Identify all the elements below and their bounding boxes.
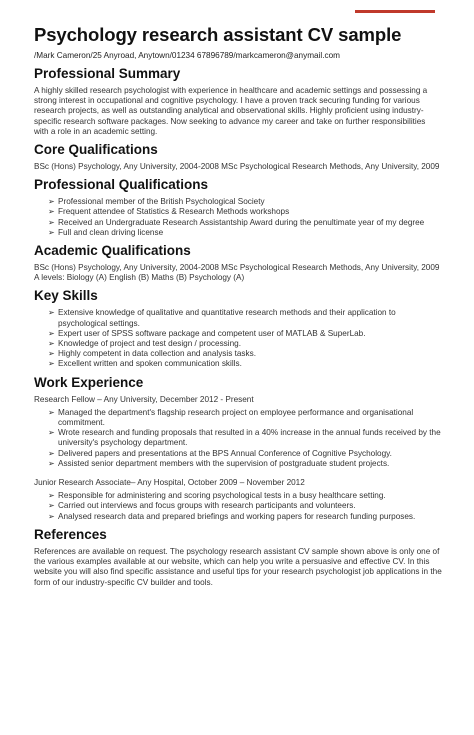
arrow-bullet-icon: ➢: [48, 207, 55, 217]
list-item: [48, 459, 442, 469]
list-item: [48, 308, 442, 328]
arrow-bullet-icon: ➢: [48, 491, 55, 501]
cv-content: [34, 24, 442, 588]
arrow-bullet-icon: ➢: [48, 197, 55, 207]
arrow-bullet-icon: ➢: [48, 428, 55, 438]
job-title-research-fellow: Research Fellow – Any University, December 2012 - Present: [34, 394, 254, 404]
research-fellow-duties-list: [34, 408, 442, 469]
key-skills-list: [34, 308, 442, 369]
list-item: [48, 512, 442, 522]
list-item: [48, 449, 442, 459]
list-item-text: Knowledge of project and test design / processing.: [58, 339, 241, 349]
heading-professional-qualifications: Professional Qualifications: [34, 177, 209, 193]
arrow-bullet-icon: ➢: [48, 359, 55, 369]
accent-rule: [355, 10, 435, 13]
list-item: [48, 329, 442, 339]
arrow-bullet-icon: ➢: [48, 407, 55, 417]
spacer: [34, 469, 442, 474]
list-item-text: Extensive knowledge of qualitative and quantitative research methods and their application to psychological settings.: [58, 308, 396, 328]
heading-work-experience: Work Experience: [34, 374, 144, 390]
list-item: [48, 218, 442, 228]
arrow-bullet-icon: ➢: [48, 501, 55, 511]
arrow-bullet-icon: ➢: [48, 511, 55, 521]
list-item: [48, 197, 442, 207]
summary-text: A highly skilled research psychologist with experience in healthcare and academic settings and possessing a strong interest in occupational and cognitive psychology. I have a proven track securing funding for various research projects, as well as outstanding analytical and observational skills. Highly proficient using industry-specific research software packages. Now seeking to advance my career and take on further responsibilities with a role in an academic setting.: [34, 86, 428, 136]
list-item: [48, 408, 442, 428]
list-item-text: Responsible for administering and scoring psychological tests in a busy healthcare setting.: [58, 491, 386, 501]
contact-line: /Mark Cameron/25 Anyroad, Anytown/01234 67896789/markcameron@anymail.com: [34, 51, 340, 60]
list-item: [48, 339, 442, 349]
list-item: [48, 228, 442, 238]
heading-professional-summary: Professional Summary: [34, 66, 181, 81]
heading-references: References: [34, 526, 107, 542]
list-item: [48, 428, 442, 448]
list-item-text: Frequent attendee of Statistics & Research Methods workshops: [58, 207, 290, 217]
page-title: Psychology research assistant CV sample: [34, 24, 402, 45]
arrow-bullet-icon: ➢: [48, 217, 55, 227]
arrow-bullet-icon: ➢: [48, 339, 55, 349]
arrow-bullet-icon: ➢: [48, 458, 55, 468]
list-item-text: Excellent written and spoken communication skills.: [58, 359, 242, 369]
list-item-text: Delivered papers and presentations at the BPS Annual Conference of Cognitive Psychology.: [58, 448, 392, 458]
arrow-bullet-icon: ➢: [48, 349, 55, 359]
heading-academic-qualifications: Academic Qualifications: [34, 243, 191, 259]
professional-qualifications-list: [34, 197, 442, 238]
list-item-text: Received an Undergraduate Research Assistantship Award during the penultimate year of my degree: [58, 217, 425, 227]
references-text: References are available on request. The psychology research assistant CV sample shown above is only one of the various examples available at our website, which can help you write a persuasive and effective CV. In this website you will also find specific assistance and useful tips for your research psychologist job applications in the form of our industry-specific CV builder and tools.: [34, 546, 442, 587]
heading-key-skills: Key Skills: [34, 288, 98, 304]
list-item-text: Professional member of the British Psychological Society: [58, 197, 265, 207]
list-item: [48, 207, 442, 217]
arrow-bullet-icon: ➢: [48, 227, 55, 237]
arrow-bullet-icon: ➢: [48, 308, 55, 318]
list-item: [48, 491, 442, 501]
list-item: [48, 359, 442, 369]
academic-qualifications-text: BSc (Hons) Psychology, Any University, 2004-2008 MSc Psychological Research Methods, Any University, 2009 A levels: Biology (A) English (B) Maths (B) Psychology (A): [34, 263, 440, 283]
list-item-text: Highly competent in data collection and analysis tasks.: [58, 349, 256, 359]
list-item: [48, 501, 442, 511]
list-item-text: Full and clean driving license: [58, 227, 164, 237]
list-item-text: Analysed research data and prepared briefings and working papers for research funding purposes.: [58, 511, 416, 521]
core-qualifications-text: BSc (Hons) Psychology, Any University, 2004-2008 MSc Psychological Research Methods, Any University, 2009: [34, 162, 440, 172]
arrow-bullet-icon: ➢: [48, 448, 55, 458]
arrow-bullet-icon: ➢: [48, 328, 55, 338]
list-item: [48, 349, 442, 359]
list-item-text: Carried out interviews and focus groups with research participants and volunteers.: [58, 501, 356, 511]
list-item-text: Managed the department's flagship research project on employee performance and organisational commitment.: [58, 407, 414, 428]
list-item-text: Assisted senior department members with the supervision of postgraduate student projects.: [58, 458, 390, 468]
junior-research-associate-duties-list: [34, 491, 442, 522]
list-item-text: Wrote research and funding proposals that resulted in a 40% increase in the annual funds received by the university's psychology department.: [58, 428, 441, 448]
list-item-text: Expert user of SPSS software package and competent user of MATLAB & SuperLab.: [58, 328, 366, 338]
heading-core-qualifications: Core Qualifications: [34, 142, 158, 158]
job-title-junior-research-associate: Junior Research Associate– Any Hospital, October 2009 – November 2012: [34, 478, 305, 488]
